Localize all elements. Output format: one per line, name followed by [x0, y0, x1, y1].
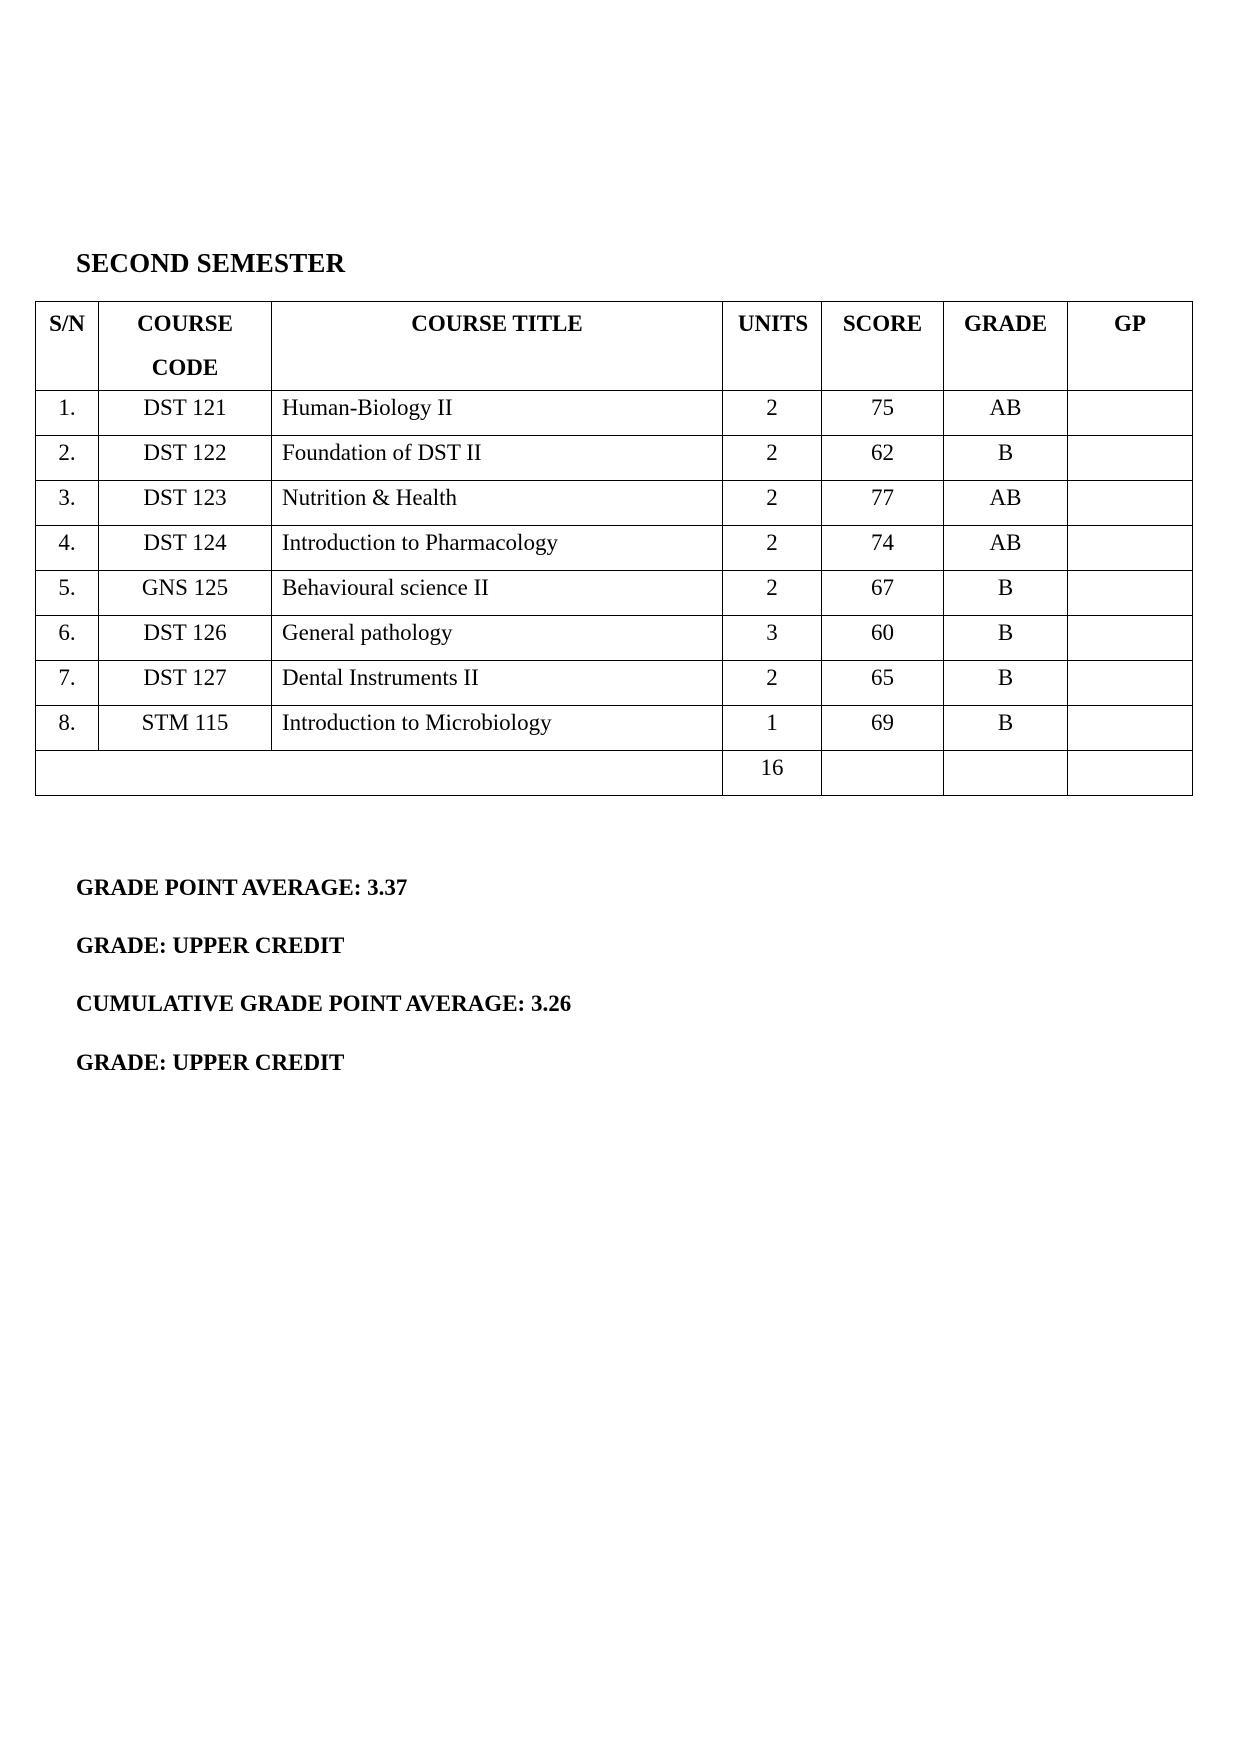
- table-row: [36, 571, 1193, 616]
- cell-sn: 7.: [36, 661, 99, 706]
- header-score: SCORE: [822, 302, 944, 391]
- header-course-code-line1: COURSE: [137, 311, 233, 336]
- cell-title: General pathology: [272, 616, 723, 661]
- table-header-row: [36, 302, 1193, 391]
- cell-score: 67: [822, 571, 944, 616]
- cell-code: DST 126: [99, 616, 272, 661]
- total-gp-blank: [1068, 751, 1193, 796]
- cell-code: DST 124: [99, 526, 272, 571]
- cell-grade: B: [944, 706, 1068, 751]
- cell-units: 2: [723, 526, 822, 571]
- table-row: [36, 616, 1193, 661]
- cell-code: DST 122: [99, 436, 272, 481]
- cell-score: 74: [822, 526, 944, 571]
- cell-units: 2: [723, 436, 822, 481]
- cell-grade: B: [944, 661, 1068, 706]
- total-units: 16: [723, 751, 822, 796]
- table-row: [36, 436, 1193, 481]
- cell-sn: 2.: [36, 436, 99, 481]
- cell-gp: [1068, 706, 1193, 751]
- cgpa-line: CUMULATIVE GRADE POINT AVERAGE: 3.26: [76, 991, 572, 1016]
- header-units: UNITS: [723, 302, 822, 391]
- cell-score: 62: [822, 436, 944, 481]
- cell-gp: [1068, 571, 1193, 616]
- header-gp: GP: [1068, 302, 1193, 391]
- cell-grade: B: [944, 436, 1068, 481]
- cell-grade: AB: [944, 526, 1068, 571]
- section-heading: SECOND SEMESTER: [76, 248, 346, 278]
- cell-gp: [1068, 481, 1193, 526]
- header-course-code-line2: CODE: [151, 355, 219, 380]
- cell-grade: AB: [944, 481, 1068, 526]
- cell-gp: [1068, 661, 1193, 706]
- cell-score: 77: [822, 481, 944, 526]
- cell-sn: 4.: [36, 526, 99, 571]
- cell-sn: 5.: [36, 571, 99, 616]
- cell-sn: 8.: [36, 706, 99, 751]
- table-row: [36, 661, 1193, 706]
- cell-score: 60: [822, 616, 944, 661]
- cell-sn: 6.: [36, 616, 99, 661]
- cell-score: 69: [822, 706, 944, 751]
- cell-title: Dental Instruments II: [272, 661, 723, 706]
- header-course-title: COURSE TITLE: [272, 302, 723, 391]
- cell-code: DST 121: [99, 391, 272, 436]
- cell-title: Introduction to Microbiology: [272, 706, 723, 751]
- cell-title: Introduction to Pharmacology: [272, 526, 723, 571]
- cell-grade: B: [944, 571, 1068, 616]
- header-course-code: [99, 302, 272, 391]
- cell-score: 75: [822, 391, 944, 436]
- table-row: [36, 391, 1193, 436]
- cell-units: 2: [723, 391, 822, 436]
- cell-title: Human-Biology II: [272, 391, 723, 436]
- cell-gp: [1068, 436, 1193, 481]
- cell-gp: [1068, 391, 1193, 436]
- cell-gp: [1068, 616, 1193, 661]
- table-row: [36, 481, 1193, 526]
- total-row-blank: [36, 751, 723, 796]
- cell-score: 65: [822, 661, 944, 706]
- total-score-blank: [822, 751, 944, 796]
- cell-units: 3: [723, 616, 822, 661]
- table-row: [36, 526, 1193, 571]
- total-grade-blank: [944, 751, 1068, 796]
- cell-title: Foundation of DST II: [272, 436, 723, 481]
- cell-units: 2: [723, 661, 822, 706]
- header-grade: GRADE: [944, 302, 1068, 391]
- cell-grade: AB: [944, 391, 1068, 436]
- grade-line-1: GRADE: UPPER CREDIT: [76, 933, 345, 958]
- cell-code: STM 115: [99, 706, 272, 751]
- cell-units: 2: [723, 571, 822, 616]
- gpa-line: GRADE POINT AVERAGE: 3.37: [76, 875, 408, 900]
- header-sn: S/N: [36, 302, 99, 391]
- cell-title: Nutrition & Health: [272, 481, 723, 526]
- cell-code: GNS 125: [99, 571, 272, 616]
- cell-units: 2: [723, 481, 822, 526]
- cell-units: 1: [723, 706, 822, 751]
- cell-grade: B: [944, 616, 1068, 661]
- cell-code: DST 123: [99, 481, 272, 526]
- cell-sn: 1.: [36, 391, 99, 436]
- cell-code: DST 127: [99, 661, 272, 706]
- cell-gp: [1068, 526, 1193, 571]
- table-row: [36, 706, 1193, 751]
- table-body: [36, 391, 1193, 796]
- cell-title: Behavioural science II: [272, 571, 723, 616]
- total-row: [36, 751, 1193, 796]
- results-table: [35, 301, 1193, 796]
- grade-line-2: GRADE: UPPER CREDIT: [76, 1050, 345, 1075]
- cell-sn: 3.: [36, 481, 99, 526]
